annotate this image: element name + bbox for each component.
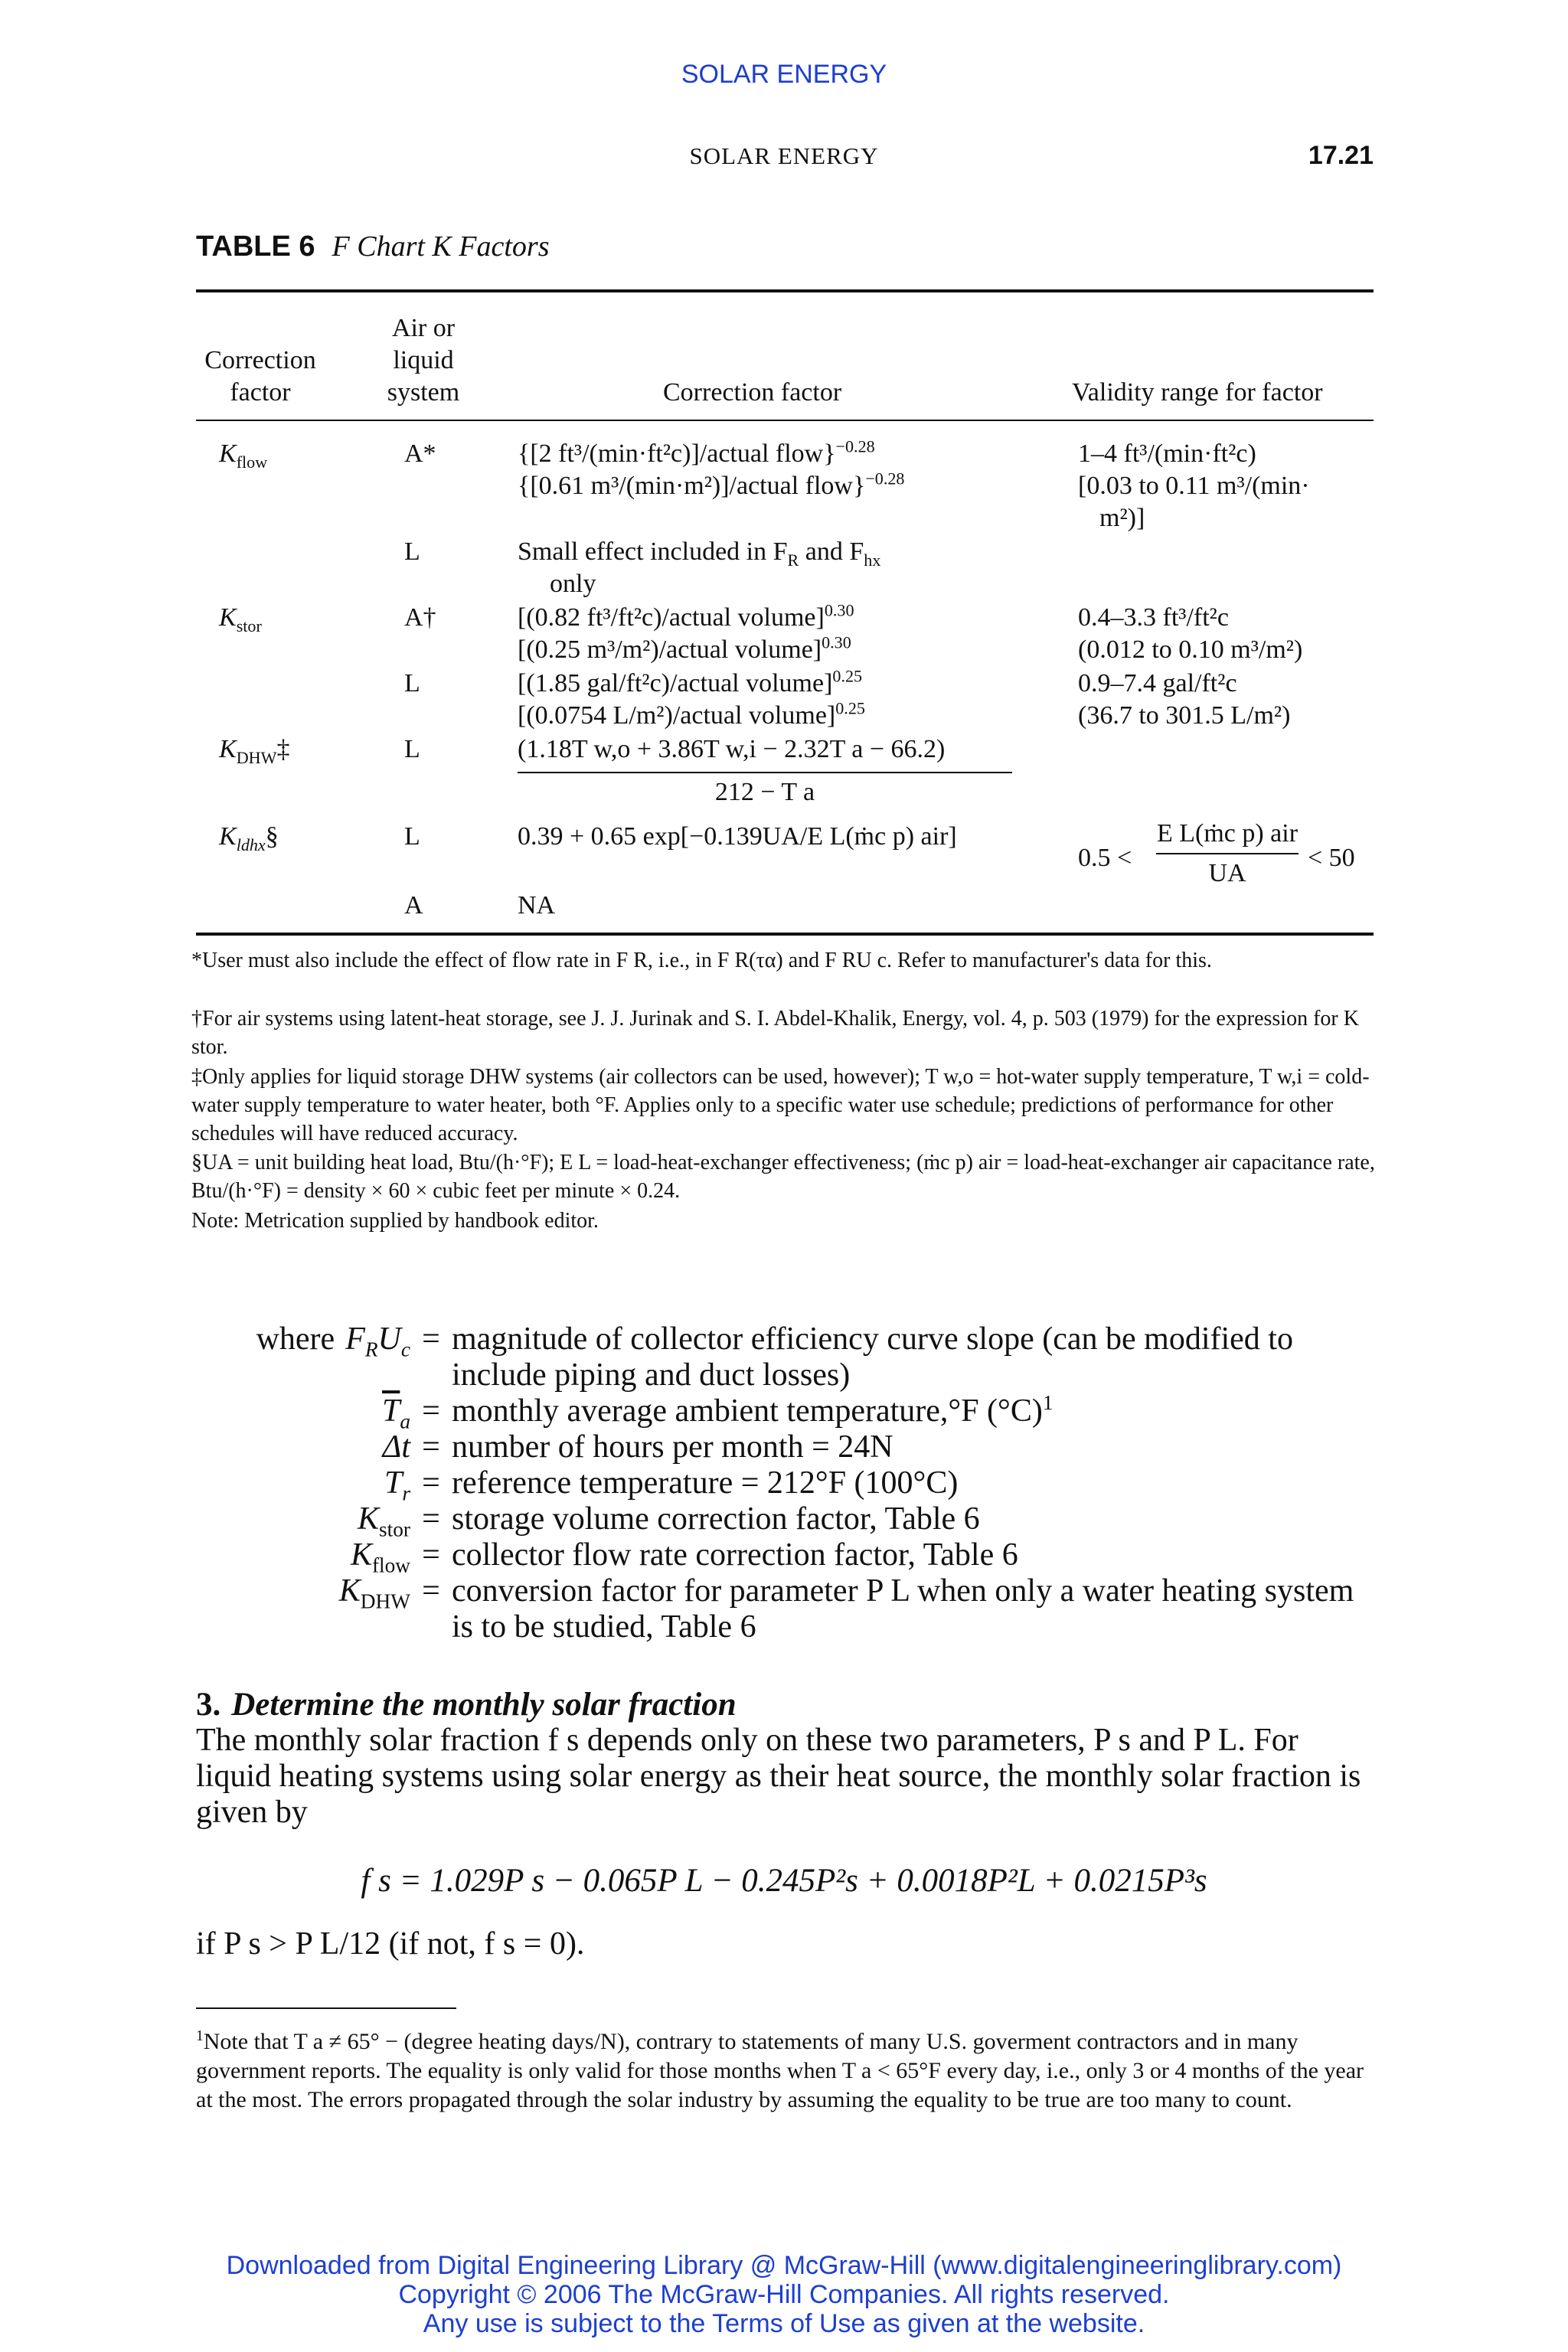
definition-text: storage volume correction factor, Table 6: [452, 1501, 980, 1537]
row-kflow-a-system: A*: [404, 439, 436, 468]
symbol-k: K: [219, 822, 237, 851]
equals-sign: =: [422, 1393, 440, 1429]
formula-text: [(1.85 gal/ft²c)/actual volume]: [518, 669, 833, 697]
equals-sign: =: [422, 1501, 440, 1537]
row-kstor-l-formula-1: [518, 668, 862, 700]
formula-exponent: 0.25: [832, 666, 863, 686]
formula-text: [(0.25 m³/m²)/actual volume]: [518, 635, 822, 664]
sym: K: [350, 1537, 372, 1573]
symbol-sub: DHW: [236, 747, 277, 767]
table-caption: F Chart K Factors: [332, 230, 550, 263]
row-kldhx-l-system: L: [404, 822, 420, 851]
formula-exponent: 0.30: [824, 600, 854, 620]
symbol-k: K: [219, 439, 237, 468]
download-notice-line: Copyright © 2006 The McGraw-Hill Companies. All rights reserved.: [398, 2280, 1170, 2309]
row-kstor-l-validity-1: 0.9–7.4 gal/ft²c: [1078, 669, 1237, 697]
row-kflow-symbol: [219, 438, 267, 470]
footnote-ref: 1: [1042, 1391, 1054, 1414]
formula-text: [(0.0754 L/m²)/actual volume]: [518, 701, 836, 730]
row-kdhw-system: L: [404, 735, 420, 763]
table-bottom-rule: [196, 933, 1374, 936]
definition-symbol: [196, 1573, 410, 1613]
formula-sub: R: [787, 550, 799, 570]
definition-text: conversion factor for parameter P L when only a water heating system is to be studied, Table 6: [452, 1573, 1354, 1645]
sym: F: [345, 1321, 365, 1357]
formula-condition: if P s > P L/12 (if not, f s = 0).: [196, 1926, 585, 1962]
col-header-line: factor: [230, 378, 291, 407]
row-kstor-l-system: L: [404, 669, 420, 697]
definition-item: [196, 1465, 1375, 1505]
equals-sign: =: [422, 1465, 440, 1501]
definition-item: [196, 1573, 1375, 1645]
table-label: TABLE 6: [196, 230, 315, 263]
footnote-rule: [196, 2007, 456, 2009]
equals-sign: =: [422, 1429, 440, 1465]
formula-exponent: −0.28: [865, 469, 905, 488]
footnote-ref: 1: [196, 2028, 204, 2044]
row-kldhx-validity-left: 0.5 <: [1078, 844, 1132, 872]
definition-symbol: [196, 1537, 410, 1577]
col-header-system: [366, 312, 481, 409]
table-header-rule: [196, 420, 1374, 421]
sym-sub: c: [400, 1338, 410, 1361]
row-kdhw-symbol: [219, 733, 289, 766]
definition-text: reference temperature = 212°F (100°C): [452, 1465, 959, 1501]
formula-text: [(0.82 ft³/ft²c)/actual volume]: [518, 603, 825, 632]
formula-exponent: 0.25: [835, 698, 865, 718]
table-footnote: †For air systems using latent-heat storage, see J. J. Jurinak and S. I. Abdel-Khalik, Energy, vol. 4, p. 503 (1979) for the expression for K stor.: [191, 1007, 1359, 1059]
equals-sign: =: [422, 1537, 440, 1573]
formula-text: {[2 ft³/(min·ft²c)]/actual flow}: [518, 439, 836, 468]
col-header-correction-factor: [191, 345, 329, 409]
definition-symbol: Δt: [382, 1429, 410, 1465]
table-footnote: *User must also include the effect of flow rate in F R, i.e., in F R(τα) and F RU c. Refer to manufacturer's data for this.: [191, 949, 1212, 972]
document-source-title: SOLAR ENERGY: [681, 60, 887, 89]
definition-text: [452, 1393, 1375, 1429]
definition-symbol: [196, 1501, 410, 1541]
definition-item: [196, 1321, 1375, 1393]
symbol-k: K: [219, 735, 237, 763]
step-title: Determine the monthly solar fraction: [231, 1687, 737, 1723]
sym-sub: DHW: [360, 1589, 410, 1613]
row-kstor-a-formula-1: [518, 602, 854, 634]
definition-text: collector flow rate correction factor, Table 6: [452, 1537, 1018, 1573]
definition-list: [196, 1321, 1375, 1645]
sym: K: [358, 1501, 380, 1537]
row-kflow-a-validity-1: 1–4 ft³/(min·ft²c): [1078, 439, 1256, 468]
col-header-line: Correction: [204, 346, 316, 374]
sym: K: [338, 1573, 361, 1609]
equals-sign: =: [422, 1321, 440, 1357]
definition-text: magnitude of collector efficiency curve slope (can be modified to include piping and duct losses): [452, 1321, 1293, 1393]
sym: $\overline{T}$: [381, 1393, 400, 1429]
sym-sub: r: [402, 1481, 410, 1505]
footnote-mark: ‡: [276, 735, 290, 763]
row-kldhx-validity-right: < 50: [1308, 844, 1355, 872]
row-kldhx-validity-numerator: E L(ṁc p) air: [1156, 819, 1298, 848]
symbol-sub: flow: [236, 452, 268, 472]
row-kflow-a-validity-3: m²)]: [1099, 504, 1145, 532]
row-kstor-a-formula-2: [518, 634, 851, 666]
row-kdhw-numerator: (1.18T w,o + 3.86T w,i − 2.32T a − 66.2): [518, 735, 946, 763]
row-kflow-l-formula-1: [518, 536, 880, 568]
symbol-sub: ldhx: [236, 835, 266, 854]
row-kstor-l-validity-2: (36.7 to 301.5 L/m²): [1078, 701, 1291, 730]
row-kflow-l-system: L: [404, 537, 420, 566]
download-notice-line: Downloaded from Digital Engineering Library @ McGraw-Hill (www.digitalengineeringlibrary.com): [226, 2251, 1342, 2280]
row-kstor-symbol: [219, 602, 262, 634]
definition-text-body: monthly average ambient temperature,°F (°C): [452, 1393, 1043, 1429]
formula-text: {[0.61 m³/(min·m²)]/actual flow}: [518, 472, 866, 500]
formula-text: and F: [799, 537, 864, 566]
page-footnote: [196, 2027, 1374, 2115]
table-footnote: §UA = unit building heat load, Btu/(h·°F); E L = load-heat-exchanger effectiveness; (ṁc p) air = load-heat-exchanger air capacitance rate, Btu/(h·°F) = density × 60 × cubic feet per minute × 0.24.: [191, 1151, 1375, 1203]
row-kldhx-l-formula: 0.39 + 0.65 exp[−0.139UA/E L(ṁc p) air]: [518, 822, 957, 851]
row-kstor-a-validity-2: (0.012 to 0.10 m³/m²): [1078, 635, 1303, 664]
table-title: [196, 230, 550, 263]
definition-symbol: [196, 1321, 410, 1361]
sym-sub: a: [400, 1410, 410, 1433]
download-notice-line: Any use is subject to the Terms of Use as given at the website.: [423, 2309, 1145, 2338]
row-kldhx-a-system: A: [404, 891, 423, 920]
page-number: 17.21: [1308, 141, 1374, 170]
table-footnote: Note: Metrication supplied by handbook editor.: [191, 1209, 599, 1233]
table-top-rule: [196, 289, 1374, 292]
fraction-bar: [1156, 853, 1298, 854]
table-footnote: ‡Only applies for liquid storage DHW systems (air collectors can be used, however); T w,o = hot-water supply temperature, T w,i = cold-water supply temperature to water heater, both °F. Applies only to a specific water use schedule; predictions of performance for other schedules will have reduced accuracy.: [191, 1065, 1370, 1145]
row-kldhx-validity-denominator: UA: [1208, 859, 1246, 887]
row-kflow-a-validity-2: [0.03 to 0.11 m³/(min·: [1078, 472, 1310, 500]
definition-symbol: [196, 1465, 410, 1505]
definition-item: [196, 1537, 1375, 1577]
solar-fraction-formula: f s = 1.029P s − 0.065P L − 0.245P²s + 0.0018P²L + 0.0215P³s: [361, 1863, 1207, 1899]
step-heading: [196, 1686, 737, 1723]
sym: U: [377, 1321, 401, 1357]
row-kstor-a-validity-1: 0.4–3.3 ft³/ft²c: [1078, 603, 1229, 632]
fraction-bar: [518, 772, 1012, 773]
where-word: where: [256, 1321, 335, 1357]
formula-sub: hx: [864, 550, 881, 570]
running-head: SOLAR ENERGY: [689, 142, 879, 169]
row-kdhw-denominator: 212 − T a: [714, 778, 815, 806]
sym: T: [384, 1465, 403, 1501]
sym-sub: flow: [371, 1553, 410, 1577]
col-header-line: system: [387, 378, 460, 407]
definition-item: [196, 1429, 1375, 1465]
step-number: 3.: [196, 1687, 221, 1723]
col-header-line: Air or: [391, 314, 456, 342]
equals-sign: =: [422, 1573, 440, 1609]
row-kldhx-symbol: [219, 821, 279, 853]
col-header-correction-formula: Correction factor: [663, 378, 842, 407]
symbol-k: K: [219, 603, 237, 632]
row-kldhx-a-formula: NA: [518, 891, 556, 920]
formula-text: Small effect included in F: [518, 537, 788, 566]
formula-exponent: 0.30: [822, 632, 851, 652]
col-header-line: liquid: [393, 346, 454, 374]
row-kstor-a-system: A†: [404, 603, 436, 632]
definition-text: number of hours per month = 24N: [452, 1429, 893, 1465]
row-kflow-a-formula-2: [518, 470, 904, 502]
step-paragraph: The monthly solar fraction f s depends only on these two parameters, P s and P L. For liquid heating systems using solar energy as their heat source, the monthly solar fraction is given by: [196, 1723, 1361, 1830]
formula-exponent: −0.28: [835, 436, 875, 456]
definition-item: [196, 1391, 1375, 1433]
sym-sub: R: [364, 1338, 378, 1361]
sym-sub: stor: [379, 1517, 410, 1541]
definition-symbol: [196, 1393, 410, 1433]
definition-item: [196, 1501, 1375, 1541]
symbol-sub: stor: [236, 616, 262, 635]
row-kflow-l-formula-2: only: [550, 570, 596, 598]
col-header-validity: Validity range for factor: [1072, 378, 1323, 407]
row-kflow-a-formula-1: [518, 438, 875, 470]
row-kstor-l-formula-2: [518, 700, 865, 732]
footnote-text: Note that T a ≠ 65° − (degree heating days/N), contrary to statements of many U.S. goverment contractors and in many government reports. The equality is only valid for those months when T a < 65°F every day, i.e., only 3 or 4 months of the year at the most. The errors propagated through the solar industry by assuming the equality to be true are too many to count.: [196, 2029, 1364, 2112]
footnote-mark: §: [265, 822, 279, 851]
